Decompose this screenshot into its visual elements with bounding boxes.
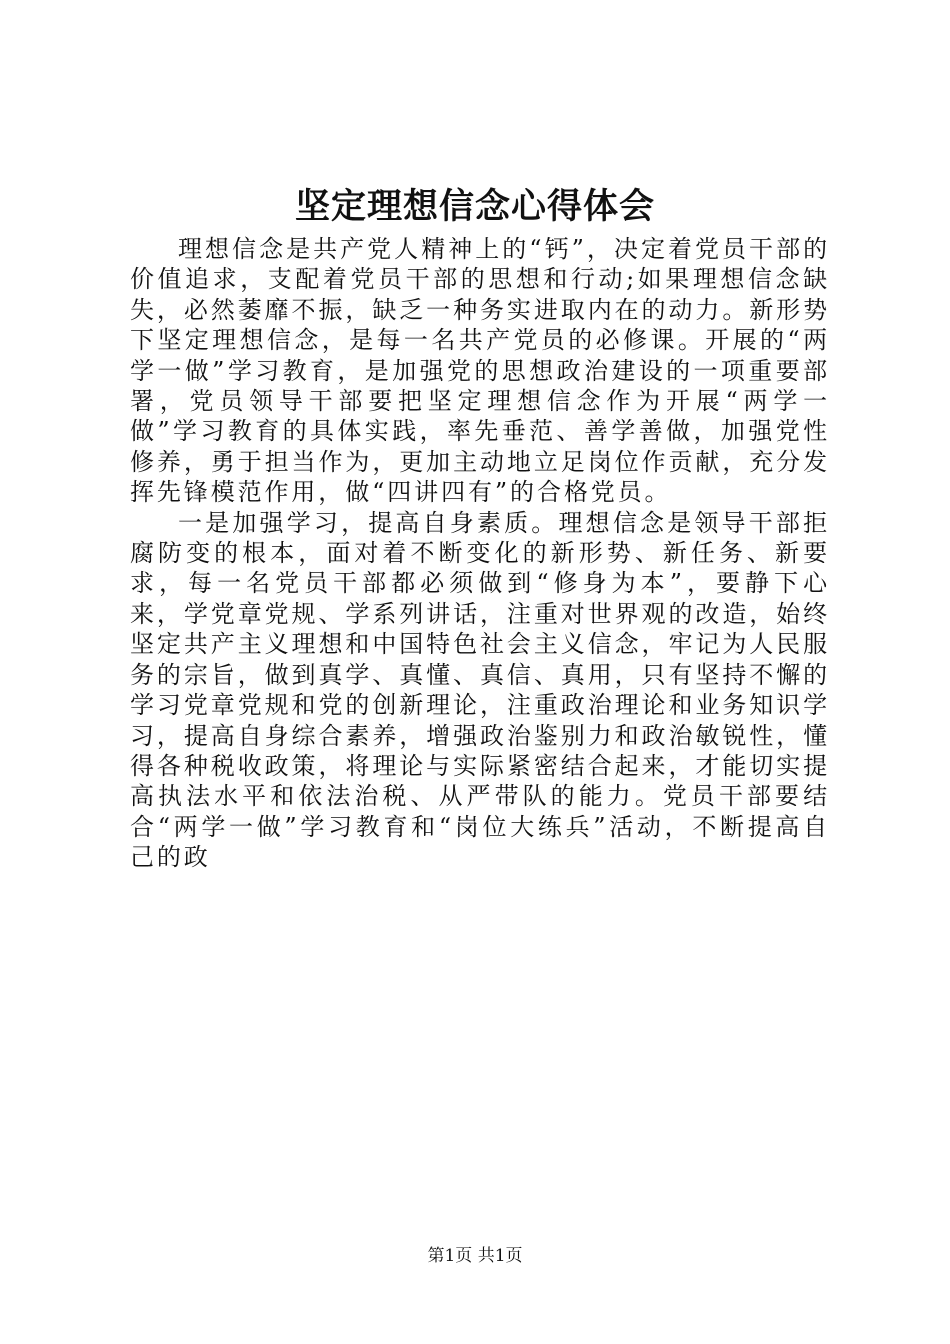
paragraph-1: 理想信念是共产党人精神上的“钙”，决定着党员干部的价值追求，支配着党员干部的思想和行动;如果理想信念缺失，必然萎靡不振，缺乏一种务实进取内在的动力。新形势下坚定理想信念，是每一名共产党员的必修课。开展的“两学一做”学习教育，是加强党的思想政治建设的一项重要部署，党员领导干部要把坚定理想信念作为开展“两学一做”学习教育的具体实践，率先垂范、善学善做，加强党性修养，勇于担当作为，更加主动地立足岗位作贡献，充分发挥先锋模范作用，做“四讲四有”的合格党员。 bbox=[130, 235, 830, 507]
document-body bbox=[130, 234, 830, 873]
paragraph-2: 一是加强学习，提高自身素质。理想信念是领导干部拒腐防变的根本，面对着不断变化的新形势、新任务、新要求，每一名党员干部都必须做到“修身为本”，要静下心来，学党章党规、学系列讲话，注重对世界观的改造，始终坚定共产主义理想和中国特色社会主义信念，牢记为人民服务的宗旨，做到真学、真懂、真信、真用，只有坚持不懈的学习党章党规和党的创新理论，注重政治理论和业务知识学习，提高自身综合素养，增强政治鉴别力和政治敏锐性，懂得各种税收政策，将理论与实际紧密结合起来，才能切实提高执法水平和依法治税、从严带队的能力。党员干部要结合“两学一做”学习教育和“岗位大练兵”活动，不断提高自己的政 bbox=[130, 508, 830, 872]
page-footer: 第1页 共1页 bbox=[427, 1246, 523, 1266]
document-title: 坚定理想信念心得体会 bbox=[294, 186, 655, 227]
